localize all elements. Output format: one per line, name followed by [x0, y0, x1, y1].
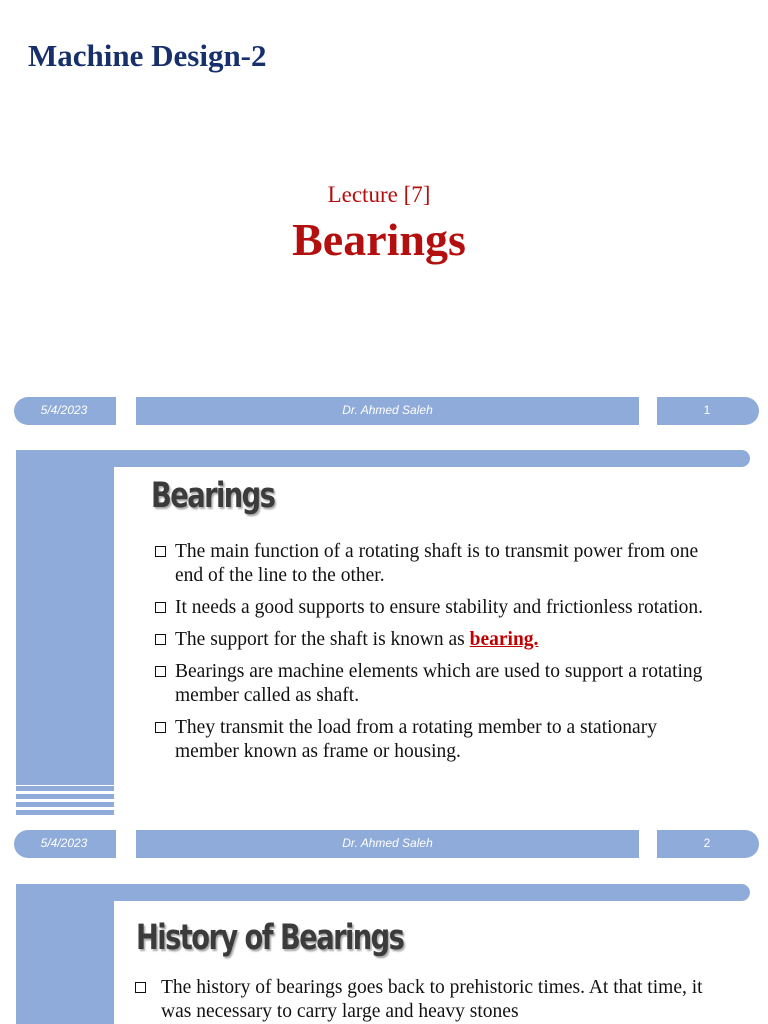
checkbox-bullet-icon [155, 666, 166, 677]
slide-2 [0, 450, 768, 825]
topic-title: Bearings [292, 214, 466, 265]
list-item: The support for the shaft is known as bearing. [155, 628, 715, 652]
footer-author-box [136, 397, 639, 425]
footer-author: Dr. Ahmed Saleh [342, 836, 433, 850]
slide-2-left-band [16, 450, 114, 785]
slide-2-bullet-list [155, 540, 715, 772]
slide-1 [0, 0, 768, 440]
slide-3-bullet-list [135, 976, 725, 1024]
checkbox-bullet-icon [155, 722, 166, 733]
list-item: The history of bearings goes back to prehistoric times. At that time, it was necessary to carry large and heavy stones [135, 976, 725, 1024]
checkbox-bullet-icon [155, 634, 166, 645]
slide-2-heading: Bearings [151, 476, 275, 516]
bearing-term-link[interactable]: bearing. [469, 629, 539, 650]
slide-3-heading: History of Bearings [136, 918, 404, 958]
footer-page-box [657, 830, 759, 858]
slide-3-left-band [16, 884, 114, 1024]
slide-2-decor-stripes [16, 786, 114, 818]
slide-3 [0, 884, 768, 1024]
lecture-label: Lecture [7] [327, 182, 431, 207]
list-item: The main function of a rotating shaft is to transmit power from one end of the line to the other. [155, 540, 715, 588]
list-item: Bearings are machine elements which are used to support a rotating member called as shaft. [155, 660, 715, 708]
footer-author-box [136, 830, 639, 858]
footer-page-box [657, 397, 759, 425]
checkbox-bullet-icon [155, 546, 166, 557]
footer-page-number: 2 [703, 836, 711, 850]
footer-date-box [14, 397, 116, 425]
list-item: It needs a good supports to ensure stability and frictionless rotation. [155, 596, 715, 620]
checkbox-bullet-icon [155, 602, 166, 613]
footer-author: Dr. Ahmed Saleh [342, 403, 433, 417]
footer-page-number: 1 [703, 403, 711, 417]
slide-3-top-band [16, 884, 750, 901]
footer-date-box [14, 830, 116, 858]
course-title: Machine Design-2 [28, 38, 267, 73]
list-item: They transmit the load from a rotating member to a stationary member known as frame or housing. [155, 716, 715, 764]
slide-2-footer [0, 830, 768, 860]
checkbox-bullet-icon [135, 982, 146, 993]
slide-2-top-band [16, 450, 750, 467]
footer-date: 5/4/2023 [40, 836, 88, 850]
footer-date: 5/4/2023 [40, 403, 88, 417]
slide-1-footer [0, 397, 768, 427]
